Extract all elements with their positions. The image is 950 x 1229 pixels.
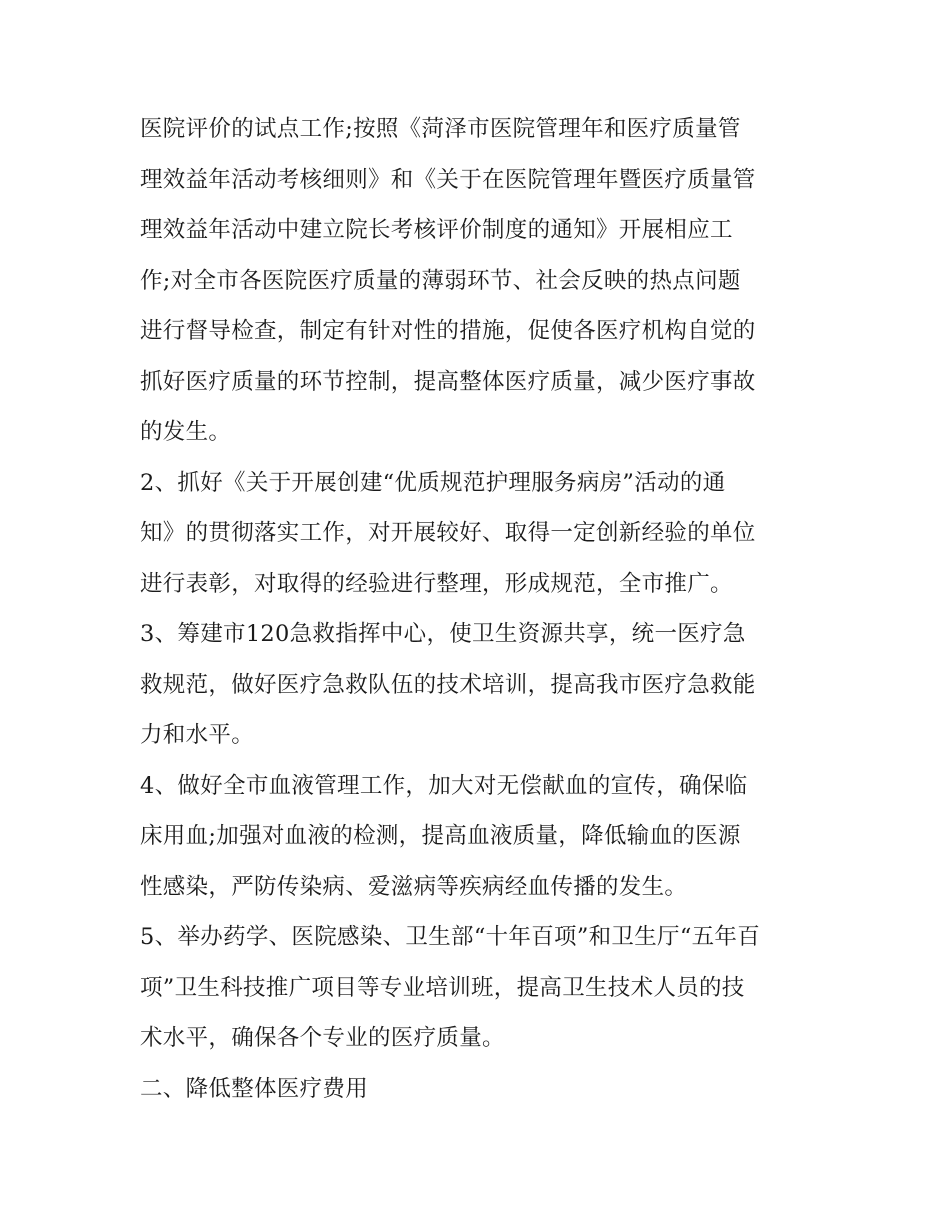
text-line: 项”卫生科技推广项目等专业培训班，提高卫生技术人员的技 [140,974,745,1001]
text-line: 术水平，确保各个专业的医疗质量。 [140,1025,505,1051]
text-line: 床用血;加强对血液的检测，提高血液质量，降低输血的医源 [140,823,741,849]
text-line: 医院评价的试点工作;按照《菏泽市医院管理年和医疗质量管 [140,116,741,142]
text-line: 性感染，严防传染病、爱滋病等疾病经血传播的发生。 [140,873,688,900]
text-line: 的发生。 [140,419,232,445]
text-line: 进行表彰，对取得的经验进行整理，形成规范，全市推广。 [140,570,733,597]
text-line: 知》的贯彻落实工作，对开展较好、取得一定创新经验的单位 [140,520,756,546]
list-item-5-line: 5、举办药学、医院感染、卫生部“十年百项”和卫生厅“五年百 [140,924,761,950]
list-item-4-line: 4、做好全市血液管理工作，加大对无偿献血的宣传，确保临 [140,772,748,799]
text-line: 进行督导检查，制定有针对性的措施，促使各医疗机构自觉的 [140,318,756,344]
body-text [140,104,820,1114]
text-line: 作;对全市各医院医疗质量的薄弱环节、社会反映的热点问题 [140,267,741,294]
text-line: 救规范，做好医疗急救队伍的技术培训，提高我市医疗急救能 [140,671,756,698]
list-item-2-line: 2、抓好《关于开展创建“优质规范护理服务病房”活动的通 [140,469,726,496]
text-line: 力和水平。 [140,722,255,748]
text-line: 抓好医疗质量的环节控制，提高整体医疗质量，减少医疗事故 [140,368,756,395]
text-line: 理效益年活动考核细则》和《关于在医院管理年暨医疗质量管 [140,166,756,193]
list-item-3-line: 3、筹建市120急救指挥中心，使卫生资源共享，统一医疗急 [140,621,746,647]
section-heading: 二、降低整体医疗费用 [140,1075,369,1102]
text-line: 理效益年活动中建立院长考核评价制度的通知》开展相应工 [140,217,733,243]
